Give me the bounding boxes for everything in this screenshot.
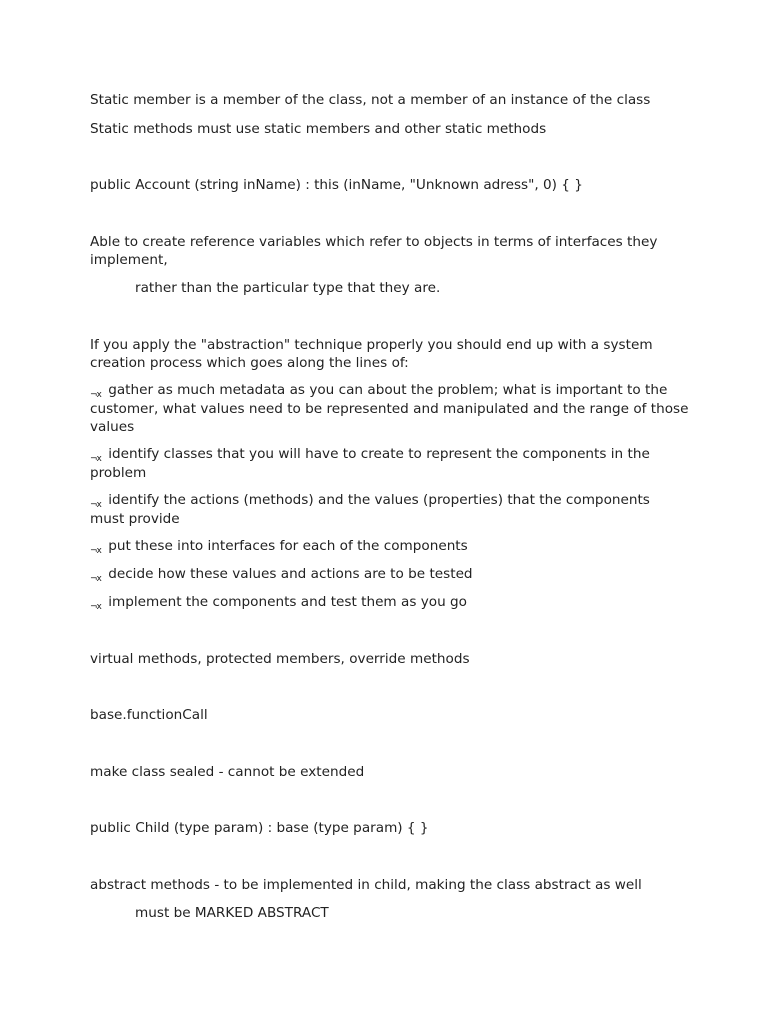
bullet-icon: ¬x [90, 390, 101, 400]
paragraph-static-methods: Static methods must use static members and other static methods [90, 121, 547, 137]
list-item [90, 565, 690, 584]
list-item [90, 445, 680, 482]
list-item-text: decide how these values and actions are to be tested [108, 566, 473, 582]
list-item [90, 381, 690, 436]
paragraph-abstract-methods: abstract methods - to be implemented in child, making the class abstract as well [90, 877, 642, 893]
paragraph-base-function-call: base.functionCall [90, 707, 208, 723]
code-line-account-constructor: public Account (string inName) : this (inName, "Unknown adress", 0) { } [90, 177, 583, 193]
list-item-text: identify classes that you will have to create to represent the components in the problem [90, 446, 650, 481]
paragraph-marked-abstract: must be MARKED ABSTRACT [135, 905, 329, 921]
list-item-text: implement the components and test them as you go [108, 594, 467, 610]
paragraph-static-member: Static member is a member of the class, not a member of an instance of the class [90, 92, 651, 108]
list-item-text: gather as much metadata as you can about the problem; what is important to the customer, what values need to be represented and manipulated and the range of those values [90, 382, 689, 435]
paragraph-particular-type: rather than the particular type that they are. [135, 280, 441, 296]
paragraph-sealed-class: make class sealed - cannot be extended [90, 764, 365, 780]
bullet-icon: ¬x [90, 454, 101, 464]
list-item-text: put these into interfaces for each of the components [108, 538, 468, 554]
list-item [90, 593, 690, 612]
code-line-child-constructor: public Child (type param) : base (type param) { } [90, 820, 429, 836]
paragraph-virtual-methods: virtual methods, protected members, override methods [90, 651, 470, 667]
bullet-icon: ¬x [90, 546, 101, 556]
bullet-icon: ¬x [90, 574, 101, 584]
bullet-icon: ¬x [90, 500, 101, 510]
list-item-text: identify the actions (methods) and the values (properties) that the components must provide [90, 492, 650, 527]
list-item [90, 491, 680, 528]
list-item [90, 537, 690, 556]
paragraph-reference-variables: Able to create reference variables which refer to objects in terms of interfaces they implement, [90, 234, 658, 268]
paragraph-abstraction-intro: If you apply the "abstraction" technique properly you should end up with a system creation process which goes along the lines of: [90, 337, 653, 371]
bullet-icon: ¬x [90, 602, 101, 612]
